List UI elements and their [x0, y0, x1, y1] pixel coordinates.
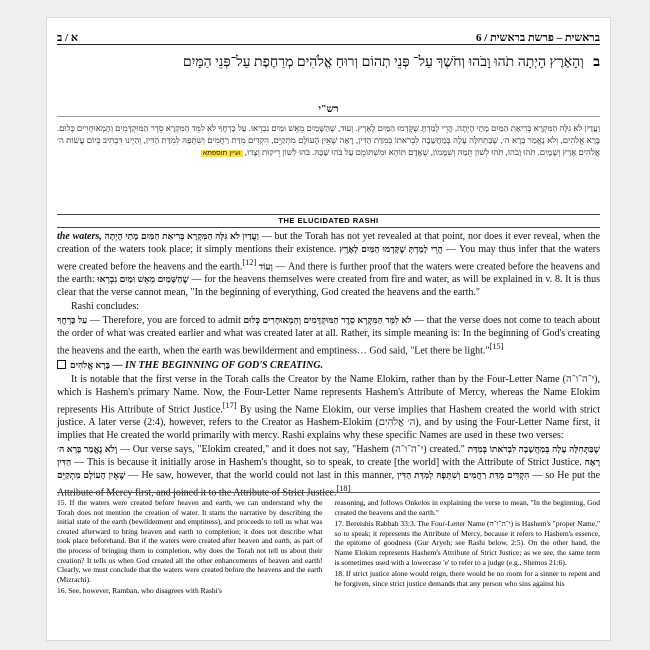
footnote: 17. Bereishis Rabbah 33:3. The Four-Letter Name (י־ה־ו־ה) is Hashem's "proper Name," so to speak; it represents the Attribute of Mercy, because it refers to Hashem's essence, the epitome of goodness (Gur Aryeh; see Rashi below, 2:5). On the other hand, the Name Elokim represents Hashem's Attribute of Strict Justice; as we see, the same term is sometimes used with a lowercase 'e' to refer to a judge (e.g., Shemos 21:6).: [334, 519, 601, 567]
paragraph: [57, 230, 600, 299]
text: — Our verse says, "Elokim created," and it does not say, "Hashem (י־ה־ו־ה) created.": [117, 443, 468, 455]
footnotes-right-column: [335, 498, 601, 636]
rashi-label: רש"י: [57, 104, 600, 117]
lemma-heb: וַעֲדַיִן לֹא גִּלָּה הַמִּקְרָא בְּרִיאַת הַמַּיִם מָתַי הָיְתָה: [104, 231, 259, 241]
footnote: 15. If the waters were created before heaven and earth, we can understand why the Torah does not mention the creation of water. It starts the narrative by describing the initial state of the earth (bewilderment and emptiness), and proceeds to tell us what was created afterward to bring heaven and earth to completion; it does not describe what took place beforehand. But if the waters were created after heaven and earth, as part of the process of bringing them to completion, why does the Torah not tell us about their creation? It tells us when God created all the other enhancements of heaven and earth! Clearly, we must conclude that the waters were created before the heavens and the earth (Mizrachi).: [57, 498, 323, 584]
text: By using the Name Elokim, our verse implies that Hashem created the world with strict justice. A later verse (2:4), however, refers to the Creator as Hashem-Elokim (ה׳ אֱלֹהִים), and by using the Four-Letter Name first, it implies that He created the world primarily with mercy. Rashi explains why these specific Names are used in these two verses:: [57, 403, 600, 441]
text: — This is because it initially arose in Hashem's thought, so to speak, to create [the world] with the Attribute of Strict Justice.: [71, 456, 585, 468]
rashi-hebrew-body: וַעֲדַיִן לֹא גִּלָּה הַמִּקְרָא בְּרִיאַת הַמַּיִם מָתַי הָיְתָה, הֲרֵי לָמַדְתָּ שֶׁקָּדְמוּ הַמַּיִם לָאָרֶץ. וְעוֹד, שֶׁהַשָּׁמַיִם מֵאֵשׁ וּמַיִם נִבְרְאוּ. עַל כָּרְחֲךָ לֹא לִמֵּד הַמִּקְרָא סֵדֶר הַמּוּקְדָּמִים וְהַמְאוּחָרִים כְּלוּם. בָּרָא אֱלֹהִים, וְלֹא נֶאֱמַר בָּרָא ה׳, שֶׁבַּתְּחִלָּה עָלָה בְּמַחֲשָׁבָה לִבְרֹאתוֹ בְּמִדַּת הַדִּין, רָאָה שֶׁאֵין הָעוֹלָם מִתְקַיֵּם, הִקְדִּים מִדַּת רַחֲמִים וְשִׁתְּפָהּ לְמִדַּת הַדִּין, וְהַיְינוּ דִּכְתִיב בְּיוֹם עֲשׂוֹת ה׳ אֱלֹהִים אֶרֶץ וְשָׁמָיִם. תֹּהוּ וָבֹהוּ, תֹּהוּ לְשׁוֹן תֵּמַהּ וְשִׁמָּמוֹן, שֶׁאָדָם תּוֹהֶא וּמִשְׁתּוֹמֵם עַל בֹּהוּ שֶׁבָּהּ. בֹּהוּ לְשׁוֹן רֵיקוּת וְצָדוּ,: [57, 123, 600, 157]
elucidated-rashi-title: THE ELUCIDATED RASHI: [57, 214, 600, 228]
text: — but the Torah has not yet revealed at that point, nor does it ever reveal, when the creation of the waters took place; it simply mentions their existence.: [57, 231, 601, 255]
lemma-heb: בָּרָא אֱלֹהִים: [70, 359, 110, 370]
footnote: 18. If strict justice alone would reign, there would be no room for a sinner to repent and be forgiven, since strict justice demands that any person who sins against his: [334, 569, 600, 588]
footnote-ref: [15]: [489, 342, 504, 352]
lemma-heb: הֲרֵי לָמַדְתָּ שֶׁקָּדְמוּ הַמַּיִם לָאָרֶץ: [339, 244, 443, 254]
running-header: [57, 26, 600, 45]
footnote: 16. See, however, Ramban, who disagrees with Rashi's: [57, 586, 222, 596]
square-bullet-icon: [57, 360, 66, 369]
lemma-heb: וְעוֹד: [258, 261, 273, 272]
text: — You may thus infer that the waters were created before the heavens and the earth.: [57, 244, 601, 273]
paragraph: [57, 373, 600, 442]
page-ref-right: 6 / בראשית – פרשת בראשית: [476, 32, 600, 44]
text: — And there is further proof that the waters were created before the heavens and the earth:: [57, 261, 600, 286]
book-page: [47, 18, 610, 640]
commentary-body: [57, 230, 601, 499]
footnote-ref: [18]: [336, 483, 351, 493]
footnote: reasoning, and follows Onkelos in explaining the verse to mean, "In the beginning, God created the heavens and the earth.": [334, 498, 600, 517]
footnotes: [57, 498, 600, 636]
paragraph: Rashi concludes:: [71, 301, 140, 313]
lemma-heb: שֶׁבַּתְּחִלָּה עָלָה בְּמַחֲשָׁבָה לִבְרֹאתוֹ בְּמִדַּת הַדִּין: [57, 443, 601, 467]
highlighted-word: ועיין תוספתא: [202, 150, 241, 157]
lemma-heb: רָאָה שֶׁאֵין הָעוֹלָם מִתְקַיֵּם: [57, 456, 600, 480]
text: — that the verse does not come to teach about the order of what was created earlier and what was created later at all. Rather, its simple meaning is: In the beginning of God's creating the heavens and the earth, when the earth was bewilderment and emptiness… God said, "Let there be light.": [57, 315, 600, 357]
lemma-heb: עַל כָּרְחֲךָ: [57, 315, 88, 326]
lemma-heb: וְלֹא נֶאֱמַר בָּרָא ה׳: [57, 443, 118, 454]
lemma-heb: לֹא לִמֵּד הַמִּקְרָא סֵדֶר הַמּוּקְדָּמִים וְהַמְאוּחָרִים כְּלוּם: [243, 315, 412, 326]
torah-verse: [57, 50, 600, 76]
page-ref-left: א / ב: [57, 32, 78, 44]
rashi-hebrew-text: [57, 122, 600, 208]
lemma-en: — IN THE BEGINNING OF GOD'S CREATING.: [109, 359, 324, 371]
footnote-ref: [17]: [222, 400, 237, 410]
paragraph: [57, 314, 600, 357]
text: — so He put the Attribute of Mercy first, and joined it to the Attribute of Strict Justice.: [57, 469, 601, 499]
verse-text: וְהָאָרֶץ הָיְתָה תֹהוּ וָבֹהוּ וְחֹשֶׁךְ עַל־ פְּנֵי תְהוֹם וְרוּחַ אֱלֹהִים מְרַחֶפֶת עַל־פְּנֵי הַמָּיִם: [182, 55, 584, 70]
footnote-divider: [57, 492, 600, 493]
verse-number: ב: [593, 55, 600, 70]
text: — Therefore, you are forced to admit: [87, 315, 244, 327]
lemma-heb: שֶׁהַשָּׁמַיִם מֵאֵשׁ וּמַיִם נִבְרְאוּ: [97, 274, 189, 285]
text: — He saw, however, that the world could not last in this manner,: [125, 469, 398, 481]
text: — for the heavens themselves were created from fire and water, as will be explained in v. 8. It is thus clear that the verse cannot mean, "In the beginning of everything, God created the heavens and the earth.": [57, 274, 600, 299]
paragraph: [57, 443, 600, 499]
lemma-en: the waters,: [57, 231, 105, 242]
section-heading: [57, 359, 600, 372]
lemma-heb: הִקְדִּים מִדַּת רַחֲמִים וְשִׁתְּפָהּ לְמִדַּת הַדִּין: [397, 469, 530, 480]
text: It is notable that the first verse in the Torah calls the Creator by the Name Elokim, rather than by the Four-Letter Name (י־ה־ו־ה), which is Hashem's primary Name. Now, the Four-Letter Name represents Hashem's Attribute of Mercy, whereas the Name Elokim represents His Attribute of Strict Justice.: [57, 373, 600, 415]
footnotes-left-column: [57, 498, 323, 636]
footnote-ref: [12]: [242, 258, 257, 267]
